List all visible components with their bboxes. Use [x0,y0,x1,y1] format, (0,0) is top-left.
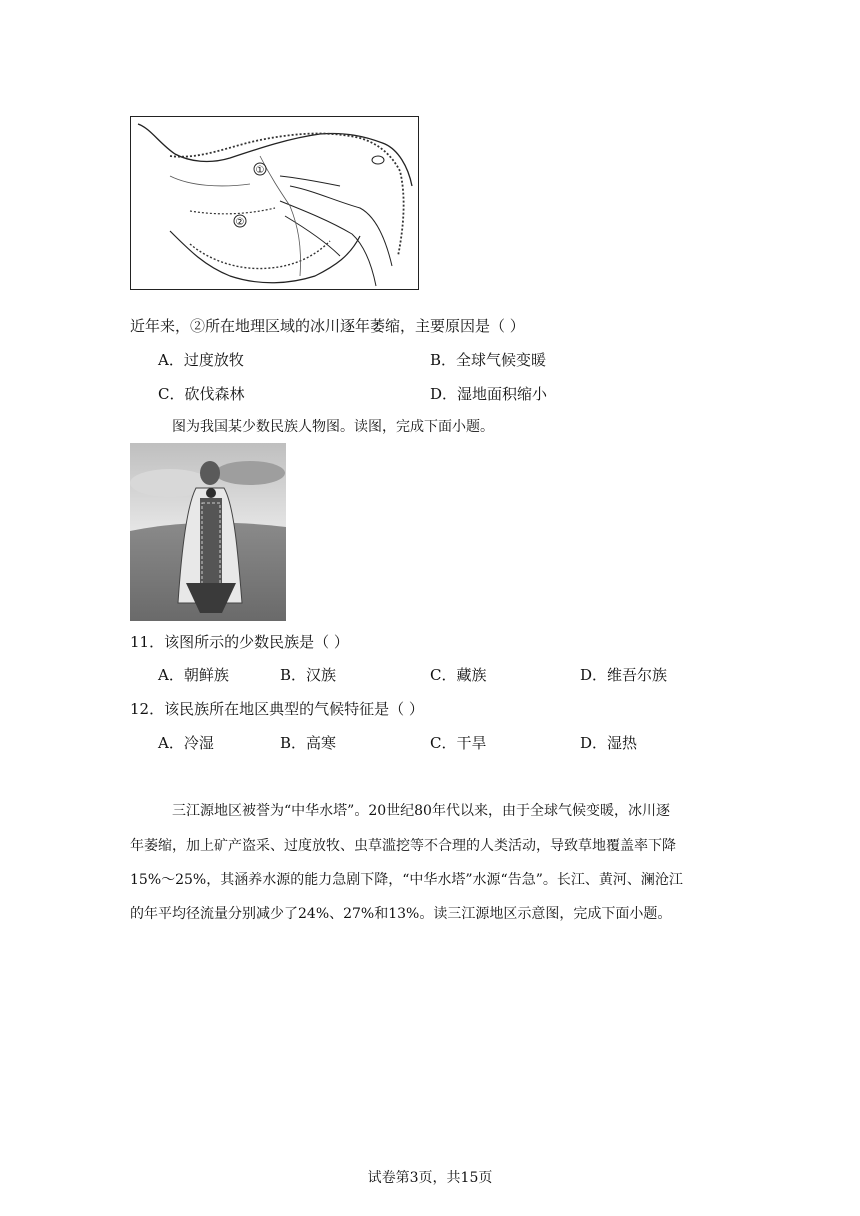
q11-option-a: A．朝鲜族 [158,666,229,684]
q12-option-d: D．湿热 [580,734,638,752]
q11-option-d: D．维吾尔族 [580,666,668,684]
page-footer: 试卷第3页，共15页 [367,1170,493,1186]
q10-option-c: C．砍伐森林 [158,385,245,403]
q11-stem: 11．该图所示的少数民族是（ ） [130,633,349,651]
sanjiangyuan-line-1: 三江源地区被誉为“中华水塔”。20世纪80年代以来，由于全球气候变暖，冰川逐 [172,803,670,819]
ethnic-figure-photo [130,443,286,621]
q10-option-a: A．过度放牧 [158,351,244,369]
q11-option-b: B．汉族 [280,666,337,684]
map-svg [130,116,419,290]
map-label-1: ① [255,165,265,176]
q12-option-b: B．高寒 [280,734,337,752]
q12-option-a: A．冷湿 [158,734,214,752]
q11-option-c: C．藏族 [430,666,487,684]
q12-option-c: C．干旱 [430,734,487,752]
q10-option-d: D．湿地面积缩小 [430,385,548,403]
sanjiangyuan-line-4: 的年平均径流量分别减少了24%、27%和13%。读三江源地区示意图，完成下面小题。 [130,906,672,922]
photo-intro: 图为我国某少数民族人物图。读图，完成下面小题。 [172,419,494,435]
q10-stem: 近年来，②所在地理区域的冰川逐年萎缩，主要原因是（ ） [130,317,525,335]
sanjiangyuan-line-2: 年萎缩，加上矿产盗采、过度放牧、虫草滥挖等不合理的人类活动，导致草地覆盖率下降 [130,838,676,854]
map-figure [130,116,419,290]
photo-svg [130,443,286,621]
q12-stem: 12．该民族所在地区典型的气候特征是（ ） [130,700,424,718]
q10-option-b: B．全球气候变暖 [430,351,547,369]
sanjiangyuan-line-3: 15%～25%，其涵养水源的能力急剧下降，“中华水塔”水源“告急”。长江、黄河、澜沧江 [130,872,683,888]
map-label-2: ② [235,217,245,228]
